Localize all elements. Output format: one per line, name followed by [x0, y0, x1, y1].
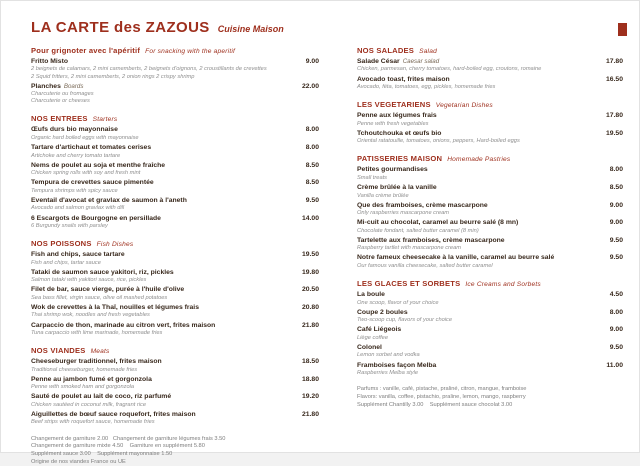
- dish-price: 19.20: [301, 393, 319, 401]
- menu-item: [357, 344, 623, 360]
- dish-name: La boule: [357, 291, 385, 299]
- menu-item: [357, 58, 623, 74]
- dish-descriptions: [31, 188, 319, 195]
- dish-descriptions: [357, 245, 623, 252]
- dish-price: 8.00: [305, 144, 319, 152]
- menu-item: [31, 179, 319, 195]
- section-title: NOS POISSONS: [31, 239, 92, 249]
- dish-descriptions: [31, 277, 319, 284]
- menu-item-row: [31, 411, 319, 419]
- menu-item: [31, 83, 319, 106]
- dish-description: Chicken sautéed in coconut milk, fragrant rice: [31, 401, 147, 408]
- menu-section: [31, 239, 319, 337]
- menu-item-row: [31, 215, 319, 223]
- dish-descriptions: [357, 66, 623, 73]
- dish-price: 8.50: [609, 184, 623, 192]
- menu-item: [31, 197, 319, 213]
- menu-item-row: [357, 76, 623, 84]
- dish-description: Oriental ratatouille, tomatoes, onions, peppers, Hard-boiled eggs: [357, 138, 520, 145]
- menu-item: [31, 269, 319, 285]
- dish-description: Raspberries Melba style: [357, 370, 419, 377]
- dish-description: Chicken, parmesan, cherry tomatoes, hard-boiled egg, croutons, romaine: [357, 66, 542, 73]
- menu-item-row: [31, 144, 319, 152]
- menu-section: [31, 46, 319, 105]
- dish-descriptions: [357, 138, 623, 145]
- menu-item-row: [357, 130, 623, 138]
- dish-description: Tuna carpaccio with lime marinade, homemade fries: [31, 330, 163, 337]
- dish-name: Que des framboises, crème mascarpone: [357, 201, 488, 209]
- section-subtitle: Homemade Pastries: [445, 156, 511, 164]
- menu-item: [357, 237, 623, 253]
- dish-price: 9.00: [609, 326, 623, 334]
- dish-price: 8.00: [609, 166, 623, 174]
- dish-price: 8.00: [305, 126, 319, 134]
- dish-name: Sauté de poulet au lait de coco, riz parfumé: [31, 393, 172, 401]
- dish-description: Artichoke and cherry tomato tartare: [31, 152, 121, 159]
- dish-price: 14.00: [301, 214, 319, 222]
- menu-item-row: [31, 179, 319, 187]
- dish-price: 19.80: [301, 268, 319, 276]
- dish-description: Our famous vanilla cheesecake, salted butter caramel: [357, 262, 493, 269]
- section-items: [31, 126, 319, 230]
- dish-description: Raspberry tartlet with mascarpone cream: [357, 245, 461, 252]
- menu-item-row: [31, 358, 319, 366]
- dish-price: 17.80: [605, 112, 623, 120]
- dish-description: Only raspberries mascarpone cream: [357, 210, 449, 217]
- section-subtitle: Fish Dishes: [94, 241, 134, 249]
- dish-descriptions: [31, 223, 319, 230]
- dish-description: Penne with smoked ham and gorgonzola: [31, 384, 135, 391]
- section-items: [357, 58, 623, 91]
- section-title: PATISSERIES MAISON: [357, 154, 443, 164]
- dish-descriptions: [31, 419, 319, 426]
- dish-name: Aiguillettes de bœuf sauce roquefort, frites maison: [31, 411, 196, 418]
- menu-item: [357, 112, 623, 128]
- menu-item: [31, 286, 319, 302]
- dish-name: 6 Escargots de Bourgogne en persillade: [31, 214, 161, 222]
- menu-item-row: [31, 58, 319, 66]
- menu-item-row: [357, 202, 623, 210]
- dish-description: Avocado, féta, tomatoes, egg, pickles, homemade fries: [357, 84, 496, 91]
- dish-descriptions: [31, 330, 319, 337]
- menu-item: [31, 251, 319, 267]
- menu-header: [31, 19, 625, 36]
- dish-name: Fish and chips, sauce tartare: [31, 251, 125, 259]
- dish-name: Filet de bar, sauce vierge, purée à l'huile d'olive: [31, 286, 185, 294]
- dish-name: Fritto Misto: [31, 58, 68, 65]
- dish-description: Tempura shrimps with spicy sauce: [31, 187, 118, 194]
- dish-descriptions: [357, 175, 623, 182]
- dish-name: Penne au jambon fumé et gorgonzola: [31, 375, 152, 383]
- section-title: LES VEGETARIENS: [357, 100, 431, 110]
- dish-description: Penne with fresh vegetables: [357, 120, 429, 127]
- menu-item-row: [357, 254, 623, 262]
- dish-descriptions: [357, 335, 623, 342]
- dish-description: Salmon tataki with yakitori sauce, rice, pickles: [31, 277, 147, 284]
- dish-name: Tartelette aux framboises, crème mascarpone: [357, 236, 505, 244]
- dish-description: Thai shrimp wok, noodles and fresh vegetables: [31, 312, 150, 319]
- menu-item-row: [357, 362, 623, 370]
- dish-description: Sea bass fillet, virgin sauce, olive oil mashed potatoes: [31, 294, 168, 301]
- dish-price: 8.50: [305, 179, 319, 187]
- dish-name: Tempura de crevettes sauce pimentée: [31, 179, 154, 187]
- dish-price: 9.00: [609, 219, 623, 227]
- dish-description: Liège coffee: [357, 334, 388, 341]
- page-subtitle: Cuisine Maison: [217, 24, 284, 34]
- dish-name: Crème brûlée à la vanille: [357, 184, 437, 192]
- dish-price: 18.50: [301, 358, 319, 366]
- dish-description: Chicken spring rolls with soy and fresh mint: [31, 170, 141, 177]
- section-heading: [31, 346, 319, 355]
- menu-item-row: [31, 162, 319, 170]
- footnote: Supplément sauce 3.00 Supplément mayonnaise 1.50: [31, 450, 173, 457]
- menu-item: [31, 358, 319, 374]
- menu-item: [31, 162, 319, 178]
- menu-item: [357, 291, 623, 307]
- menu-section: [357, 46, 623, 91]
- dish-descriptions: [357, 210, 623, 217]
- section-heading: [31, 239, 319, 248]
- footnotes: [31, 436, 319, 466]
- menu-item-row: [31, 322, 319, 330]
- dish-description: Traditional cheeseburger, homemade fries: [31, 366, 138, 373]
- menu-item-row: [357, 237, 623, 245]
- menu-item-row: [31, 376, 319, 384]
- section-items: [357, 166, 623, 270]
- section-items: [31, 358, 319, 426]
- menu-item-row: [357, 309, 623, 317]
- dish-price: 9.50: [305, 196, 319, 204]
- dish-descriptions: [357, 300, 623, 307]
- dish-descriptions: [357, 370, 623, 377]
- dish-description: Chocolate fondant, salted butter caramel (8 min): [357, 227, 479, 234]
- menu-item-row: [31, 304, 319, 312]
- section-subtitle: Meats: [88, 348, 110, 356]
- dish-description: Two-scoop cup, flavors of your choice: [357, 317, 453, 324]
- section-title: NOS VIANDES: [31, 346, 86, 356]
- dish-price: 9.00: [305, 58, 319, 65]
- section-items: [357, 291, 623, 377]
- page-title: LA CARTE des ZAZOUS: [31, 19, 210, 36]
- dish-price: 9.50: [609, 236, 623, 244]
- menu-section: [357, 100, 623, 145]
- dish-description: Lemon sorbet and vodka: [357, 352, 420, 359]
- footnote: Changement de garniture 2.00 Changement de garniture légumes frais 3.50: [31, 435, 226, 442]
- menu-item: [31, 126, 319, 142]
- dish-descriptions: [31, 402, 319, 409]
- menu-section: [31, 346, 319, 426]
- dish-name: Colonel: [357, 343, 382, 351]
- dish-price: 4.50: [609, 291, 623, 299]
- menu-item-row: [31, 269, 319, 277]
- dish-name: Coupe 2 boules: [357, 308, 408, 316]
- section-heading: [31, 114, 319, 123]
- menu-section: [31, 114, 319, 230]
- dish-price: 11.00: [606, 361, 623, 369]
- menu-section: [357, 279, 623, 377]
- dish-price: 21.80: [301, 321, 319, 329]
- section-items: [357, 112, 623, 145]
- dish-descriptions: [357, 193, 623, 200]
- dish-name: Notre fameux cheesecake à la vanille, caramel au beurre salé: [357, 254, 555, 262]
- dish-descriptions: [31, 367, 319, 374]
- menu-item: [357, 76, 623, 92]
- section-title: NOS SALADES: [357, 46, 415, 55]
- menu-column-left: [31, 46, 319, 466]
- dish-name-en: Boards: [63, 82, 84, 90]
- menu-item: [31, 144, 319, 160]
- menu-item-row: [357, 166, 623, 174]
- section-title: NOS ENTREES: [31, 114, 88, 124]
- menu-grid: [31, 46, 625, 466]
- menu-item-row: [31, 197, 319, 205]
- section-subtitle: Ice Creams and Sorbets: [463, 281, 541, 289]
- menu-item-row: [357, 326, 623, 334]
- dish-descriptions: [31, 91, 319, 105]
- menu-item-row: [31, 251, 319, 259]
- dish-price: 17.80: [605, 58, 623, 65]
- dish-name: Eventail d'avocat et gravlax de saumon à l'aneth: [31, 196, 187, 204]
- dish-description: 6 Burgundy snails with parsley: [31, 223, 108, 229]
- menu-item-row: [357, 344, 623, 352]
- section-subtitle: Vegetarian Dishes: [433, 102, 493, 110]
- menu-item: [357, 254, 623, 270]
- section-subtitle: For snacking with the aperitif: [143, 48, 236, 55]
- dish-descriptions: [31, 135, 319, 142]
- section-subtitle: Starters: [90, 116, 118, 124]
- dish-name-en: Caesar salad: [402, 58, 440, 65]
- dish-name: Nems de poulet au soja et menthe fraîche: [31, 161, 166, 169]
- dish-descriptions: [31, 312, 319, 319]
- dish-descriptions: [357, 263, 623, 270]
- dish-description: Fish and chips, tartar sauce: [31, 259, 101, 266]
- dish-description: Organic hard boiled eggs with mayonnaise: [31, 134, 139, 141]
- dish-name: Tchoutchouka et œufs bio: [357, 129, 442, 137]
- dish-name: Penne aux légumes frais: [357, 112, 437, 120]
- menu-item: [357, 202, 623, 218]
- menu-item: [31, 304, 319, 320]
- menu-item-row: [31, 286, 319, 294]
- dish-description: Charcuterie or cheeses: [31, 98, 90, 105]
- footnote: Changement de garniture mixte 4.50 Garniture en supplément 5.80: [31, 443, 205, 450]
- dish-price: 20.80: [301, 303, 319, 311]
- section-items: [31, 58, 319, 105]
- dish-descriptions: [357, 121, 623, 128]
- dish-name: Tartare d'artichaut et tomates cerises: [31, 144, 152, 152]
- dish-descriptions: [31, 66, 319, 80]
- menu-item: [31, 411, 319, 427]
- section-items: [31, 251, 319, 337]
- section-heading: [357, 100, 623, 109]
- menu-item: [357, 130, 623, 146]
- dish-name: Salade César: [357, 58, 400, 65]
- dish-descriptions: [31, 153, 319, 160]
- footnote: Supplément Chantilly 3.00 Supplément sauce chocolat 3.00: [357, 401, 513, 408]
- dish-description: Beef strips with roquefort sauce, homemade fries: [31, 419, 155, 426]
- section-heading: [357, 46, 623, 55]
- dish-price: 9.50: [609, 343, 623, 351]
- dish-price: 20.50: [301, 286, 319, 294]
- dish-descriptions: [31, 384, 319, 391]
- dish-description: 2 Squid fritters, 2 mini camemberts, 2 onion rings 2 crispy shrimp: [31, 73, 195, 80]
- dish-price: 8.00: [609, 308, 623, 316]
- dish-descriptions: [31, 170, 319, 177]
- dish-name: Café Liégeois: [357, 326, 402, 334]
- dish-descriptions: [31, 260, 319, 267]
- dish-descriptions: [357, 84, 623, 91]
- dish-price: 8.50: [305, 161, 319, 169]
- dish-descriptions: [31, 295, 319, 302]
- dish-name: Tataki de saumon sauce yakitori, riz, pickles: [31, 268, 174, 276]
- dish-descriptions: [357, 317, 623, 324]
- menu-item: [31, 215, 319, 231]
- dish-description: One scoop, flavor of your choice: [357, 299, 439, 306]
- menu-item: [357, 362, 623, 378]
- dish-name: Framboises façon Melba: [357, 361, 437, 369]
- menu-item-row: [357, 112, 623, 120]
- dish-name: Cheeseburger traditionnel, frites maison: [31, 358, 162, 366]
- dish-price: 18.80: [301, 375, 319, 383]
- dish-description: Avocado and salmon gravlax with dill: [31, 205, 125, 212]
- menu-item: [357, 326, 623, 342]
- menu-item: [357, 309, 623, 325]
- menu-item-row: [31, 83, 319, 91]
- menu-item-row: [357, 58, 623, 66]
- dish-price: 9.00: [609, 201, 623, 209]
- dish-price: 19.50: [605, 129, 623, 137]
- dish-price: 21.80: [301, 411, 319, 418]
- dish-description: Small treats: [357, 174, 388, 181]
- menu-item: [31, 322, 319, 338]
- menu-item: [357, 219, 623, 235]
- menu-item: [31, 393, 319, 409]
- section-heading: [31, 46, 319, 55]
- dish-name: Petites gourmandises: [357, 166, 428, 174]
- dish-description: Charcuterie ou fromages: [31, 91, 94, 98]
- dish-price: 19.50: [301, 251, 319, 259]
- menu-item: [357, 166, 623, 182]
- dish-price: 9.50: [609, 254, 623, 262]
- dish-price: 22.00: [301, 82, 319, 90]
- menu-item-row: [357, 291, 623, 299]
- menu-item-row: [31, 126, 319, 134]
- menu-item: [31, 376, 319, 392]
- menu-column-right: [357, 46, 625, 409]
- menu-item-row: [31, 393, 319, 401]
- footnote: Origine de nos viandes France ou UE: [31, 458, 126, 465]
- decorative-red-mark: [618, 23, 627, 36]
- dish-descriptions: [357, 228, 623, 235]
- section-title: Pour grignoter avec l'apéritif: [31, 46, 141, 55]
- dish-descriptions: [31, 205, 319, 212]
- dish-name: Carpaccio de thon, marinade au citron vert, frites maison: [31, 321, 216, 329]
- menu-item-row: [357, 219, 623, 227]
- dish-description: 2 beignets de calamars, 2 mini camemberts, 2 beignets d'oignons, 2 croustillants de crevettes: [31, 66, 267, 73]
- menu-item: [357, 184, 623, 200]
- footnotes: [357, 386, 623, 409]
- section-heading: [357, 279, 623, 288]
- dish-name: Œufs durs bio mayonnaise: [31, 126, 118, 134]
- section-subtitle: Salad: [417, 48, 437, 55]
- section-title: LES GLACES ET SORBETS: [357, 279, 461, 289]
- dish-name: Mi-cuit au chocolat, caramel au beurre salé (8 mn): [357, 219, 519, 227]
- dish-description: Vanilla crème brûlée: [357, 192, 409, 199]
- menu-section: [357, 154, 623, 270]
- dish-descriptions: [357, 352, 623, 359]
- dish-name: Planches: [31, 82, 61, 90]
- dish-name: Avocado toast, frites maison: [357, 75, 450, 83]
- section-heading: [357, 154, 623, 163]
- footnote: Parfums : vanille, café, pistache, praliné, citron, mangue, framboise: [357, 386, 527, 393]
- menu-item-row: [357, 184, 623, 192]
- menu-item: [31, 58, 319, 81]
- dish-name: Wok de crevettes à la Thaï, nouilles et légumes frais: [31, 303, 199, 311]
- dish-price: 16.50: [605, 75, 623, 83]
- footnote: Flavors: vanilla, coffee, pistachio, praline, lemon, mango, raspberry: [357, 393, 526, 400]
